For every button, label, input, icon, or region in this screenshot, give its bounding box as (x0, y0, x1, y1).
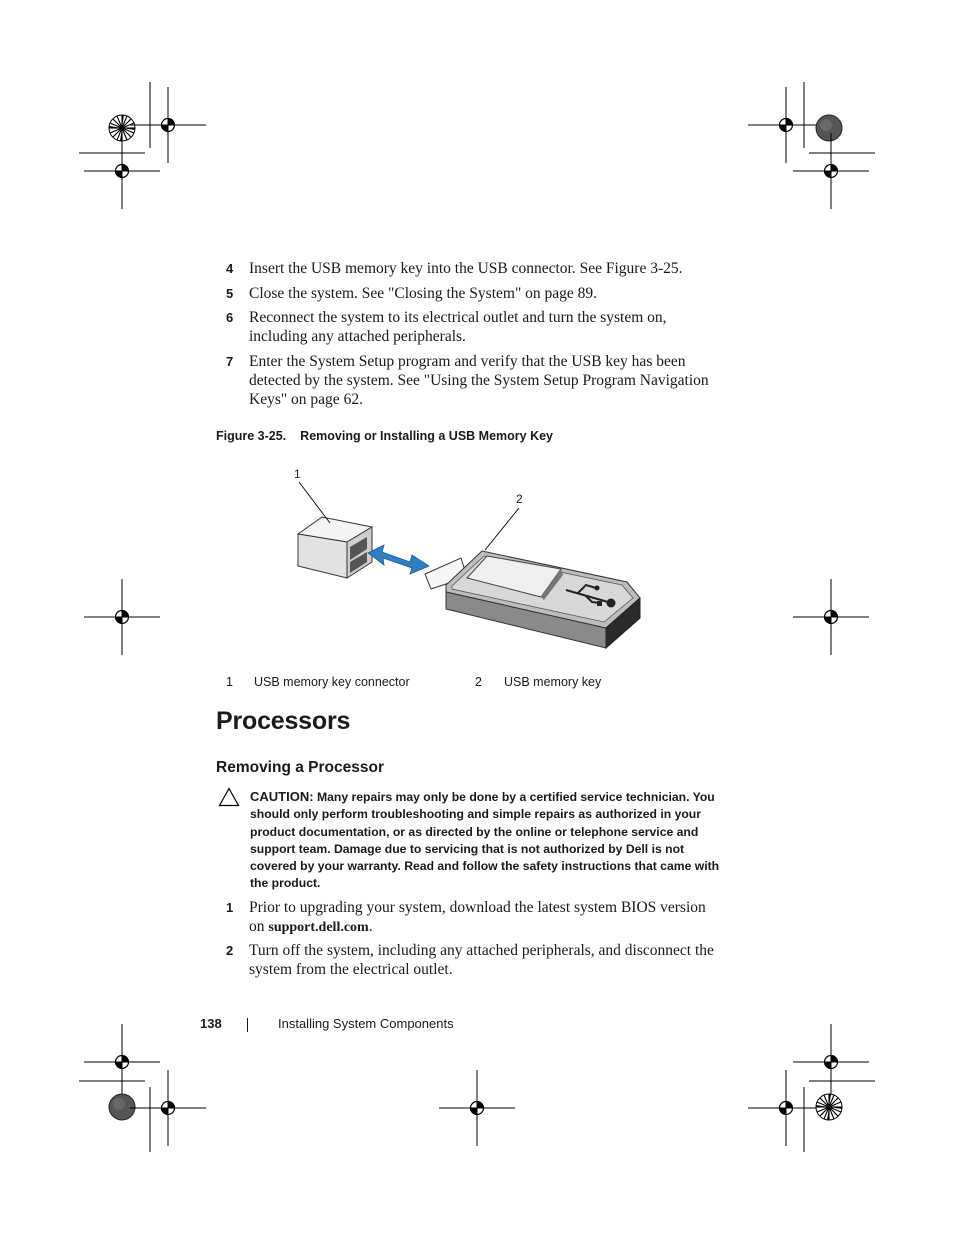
caution-text: Many repairs may only be done by a certified service technician. You should only perform troubleshooting and simple repairs as authorized in your product documentation, or as directed by the online or telephone service and support team. Damage due to servicing that is not authorized by Dell is not covered by your warranty. Read and follow the safety instructions that came with the product. (250, 790, 720, 891)
step-text: Close the system. See "Closing the System" on page 89. (249, 285, 598, 302)
usb-connector-graphic (298, 338, 372, 578)
step-number: 5 (226, 286, 234, 301)
step-number: 4 (226, 261, 234, 276)
support-link[interactable]: support.dell.com (268, 920, 369, 935)
legend-number: 1 (226, 675, 233, 689)
double-arrow-graphic (368, 545, 429, 574)
section-heading: Processors (216, 707, 351, 735)
callout-2: 2 (516, 492, 523, 506)
subsection-heading: Removing a Processor (216, 759, 384, 776)
page-number: 138 (200, 1016, 222, 1031)
step-text-part: . (368, 918, 373, 935)
usb-key-graphic (425, 551, 640, 648)
caution-icon (218, 787, 240, 807)
caution-note (250, 788, 720, 893)
step-text (249, 898, 719, 937)
step-number: 2 (226, 943, 234, 958)
legend-label: USB memory key connector (254, 675, 410, 689)
legend-number: 2 (475, 675, 482, 689)
callout-1: 1 (294, 467, 301, 481)
step-number: 6 (226, 310, 234, 325)
step-number: 7 (226, 354, 234, 369)
figure-title: Removing or Installing a USB Memory Key (300, 429, 554, 443)
legend-label: USB memory key (504, 675, 602, 689)
chapter-title: Installing System Components (278, 1016, 454, 1031)
footer-divider (247, 1018, 248, 1032)
step-text: Enter the System Setup program and verify that the USB key has been detected by the system. See "Using the System Setup Program Navigation Keys" on page 62. (249, 353, 709, 408)
step-number: 1 (226, 900, 234, 915)
step-text-part: Prior to upgrading your system, download the latest system BIOS version on (249, 899, 706, 935)
step-text: Reconnect the system to its electrical outlet and turn the system on, including any attached peripherals. (249, 309, 667, 345)
caution-label: CAUTION: (250, 789, 314, 804)
step-text: Insert the USB memory key into the USB connector. See Figure 3-25. (249, 260, 683, 277)
figure-label: Figure 3-25. (216, 429, 287, 443)
step-text: Turn off the system, including any attached peripherals, and disconnect the system from the electrical outlet. (249, 942, 714, 978)
